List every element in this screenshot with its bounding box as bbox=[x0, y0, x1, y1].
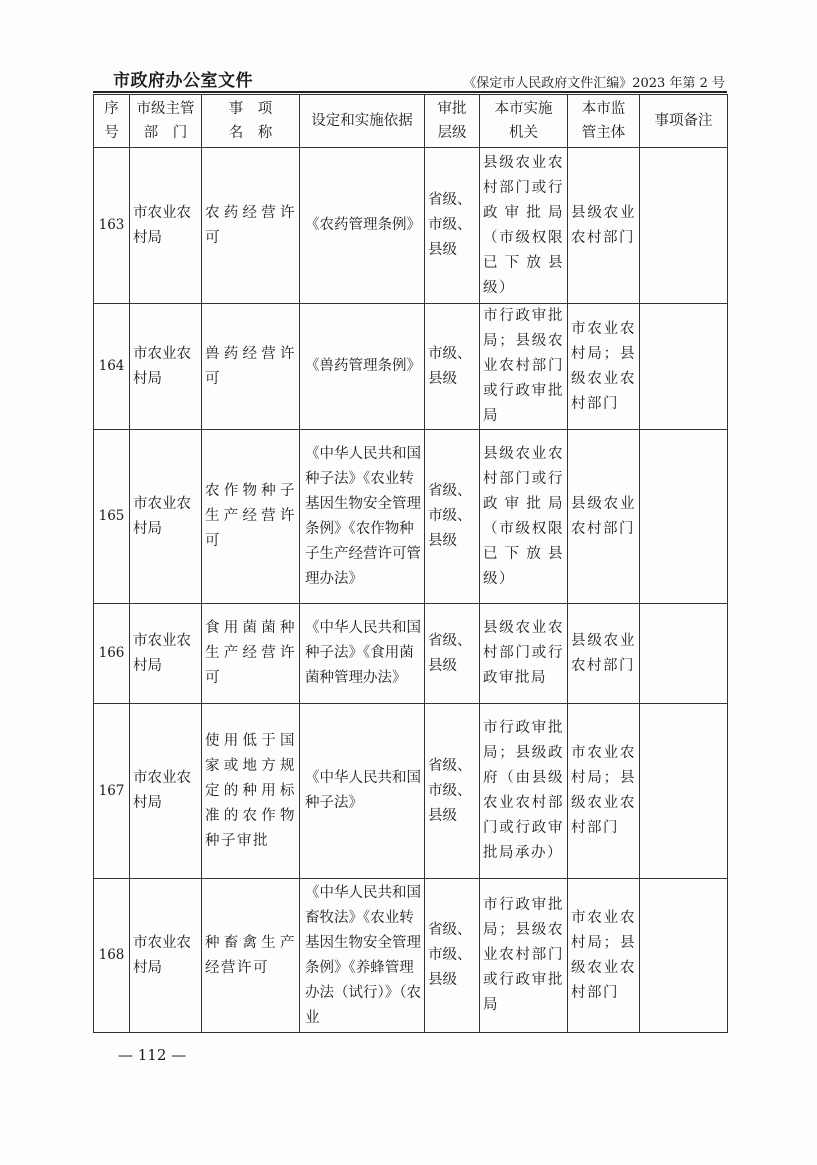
item-basis: 《中华人民共和国种子法》《农业转基因生物安全管理条例》《农作物种子生产经营许可管理办法》 bbox=[300, 430, 425, 604]
item-supervisor: 市农业农村局；县级农业农村部门 bbox=[568, 704, 640, 879]
item-level: 省级、市级、县级 bbox=[425, 148, 480, 304]
document-series-title: 市政府办公室文件 bbox=[113, 71, 253, 91]
header-cell-dept: 市级主管 部 门 bbox=[130, 95, 202, 148]
item-implementing-org: 县级农业农村部门或行政审批局（市级权限已下放县级） bbox=[480, 430, 568, 604]
item-department: 市农业农村局 bbox=[130, 604, 202, 704]
item-name: 种畜禽生产经营许可 bbox=[202, 879, 300, 1033]
item-number: 165 bbox=[94, 430, 130, 604]
table-row bbox=[94, 304, 728, 430]
header-cell-remark: 事项备注 bbox=[640, 95, 728, 148]
item-implementing-org: 县级农业农村部门或行政审批局（市级权限已下放县级） bbox=[480, 148, 568, 304]
item-basis: 《农药管理条例》 bbox=[300, 148, 425, 304]
item-remark bbox=[640, 604, 728, 704]
item-department: 市农业农村局 bbox=[130, 879, 202, 1033]
item-level: 市级、县级 bbox=[425, 304, 480, 430]
table-row bbox=[94, 430, 728, 604]
item-department: 市农业农村局 bbox=[130, 148, 202, 304]
item-implementing-org: 市行政审批局；县级政府（由县级农业农村部门或行政审批局承办） bbox=[480, 704, 568, 879]
item-supervisor: 市农业农村局；县级农业农村部门 bbox=[568, 879, 640, 1033]
item-implementing-org: 县级农业农村部门或行政审批局 bbox=[480, 604, 568, 704]
item-name: 兽药经营许可 bbox=[202, 304, 300, 430]
item-number: 166 bbox=[94, 604, 130, 704]
header-cell-supervisor: 本市监 管主体 bbox=[568, 95, 640, 148]
item-level: 省级、市级、县级 bbox=[425, 430, 480, 604]
item-supervisor: 县级农业农村部门 bbox=[568, 430, 640, 604]
item-basis: 《中华人民共和国种子法》《食用菌菌种管理办法》 bbox=[300, 604, 425, 704]
item-name: 使用低于国家或地方规定的种用标准的农作物种子审批 bbox=[202, 704, 300, 879]
item-department: 市农业农村局 bbox=[130, 304, 202, 430]
header-cell-no: 序 号 bbox=[94, 95, 130, 148]
item-remark bbox=[640, 879, 728, 1033]
table-row bbox=[94, 604, 728, 704]
header-cell-level: 审批 层级 bbox=[425, 95, 480, 148]
item-remark bbox=[640, 704, 728, 879]
item-remark bbox=[640, 304, 728, 430]
item-level: 省级、市级、县级 bbox=[425, 879, 480, 1033]
item-number: 163 bbox=[94, 148, 130, 304]
item-remark bbox=[640, 148, 728, 304]
item-department: 市农业农村局 bbox=[130, 704, 202, 879]
table-row bbox=[94, 148, 728, 304]
item-implementing-org: 市行政审批局；县级农业农村部门或行政审批局 bbox=[480, 879, 568, 1033]
item-level: 省级、市级、县级 bbox=[425, 704, 480, 879]
approval-items-table bbox=[93, 94, 728, 1033]
header-divider bbox=[93, 91, 727, 93]
item-level: 省级、县级 bbox=[425, 604, 480, 704]
item-basis: 《兽药管理条例》 bbox=[300, 304, 425, 430]
header-cell-org: 本市实施 机关 bbox=[480, 95, 568, 148]
item-basis: 《中华人民共和国种子法》 bbox=[300, 704, 425, 879]
item-supervisor: 县级农业农村部门 bbox=[568, 604, 640, 704]
publication-issue-title: 《保定市人民政府文件汇编》2023 年第 2 号 bbox=[463, 76, 725, 91]
item-name: 农作物种子生产经营许可 bbox=[202, 430, 300, 604]
item-supervisor: 市农业农村局；县级农业农村部门 bbox=[568, 304, 640, 430]
table-row bbox=[94, 704, 728, 879]
item-name: 食用菌菌种生产经营许可 bbox=[202, 604, 300, 704]
item-basis: 《中华人民共和国畜牧法》《农业转基因生物安全管理条例》《养蜂管理办法（试行）》（农业 bbox=[300, 879, 425, 1033]
table-row bbox=[94, 879, 728, 1033]
item-number: 168 bbox=[94, 879, 130, 1033]
item-remark bbox=[640, 430, 728, 604]
item-number: 164 bbox=[94, 304, 130, 430]
item-supervisor: 县级农业农村部门 bbox=[568, 148, 640, 304]
item-department: 市农业农村局 bbox=[130, 430, 202, 604]
header-cell-basis: 设定和实施依据 bbox=[300, 95, 425, 148]
item-name: 农药经营许可 bbox=[202, 148, 300, 304]
item-number: 167 bbox=[94, 704, 130, 879]
item-implementing-org: 市行政审批局；县级农业农村部门或行政审批局 bbox=[480, 304, 568, 430]
header-cell-name: 事 项 名 称 bbox=[202, 95, 300, 148]
table-header-row bbox=[94, 95, 728, 148]
page-number: — 112 — bbox=[118, 1046, 187, 1064]
